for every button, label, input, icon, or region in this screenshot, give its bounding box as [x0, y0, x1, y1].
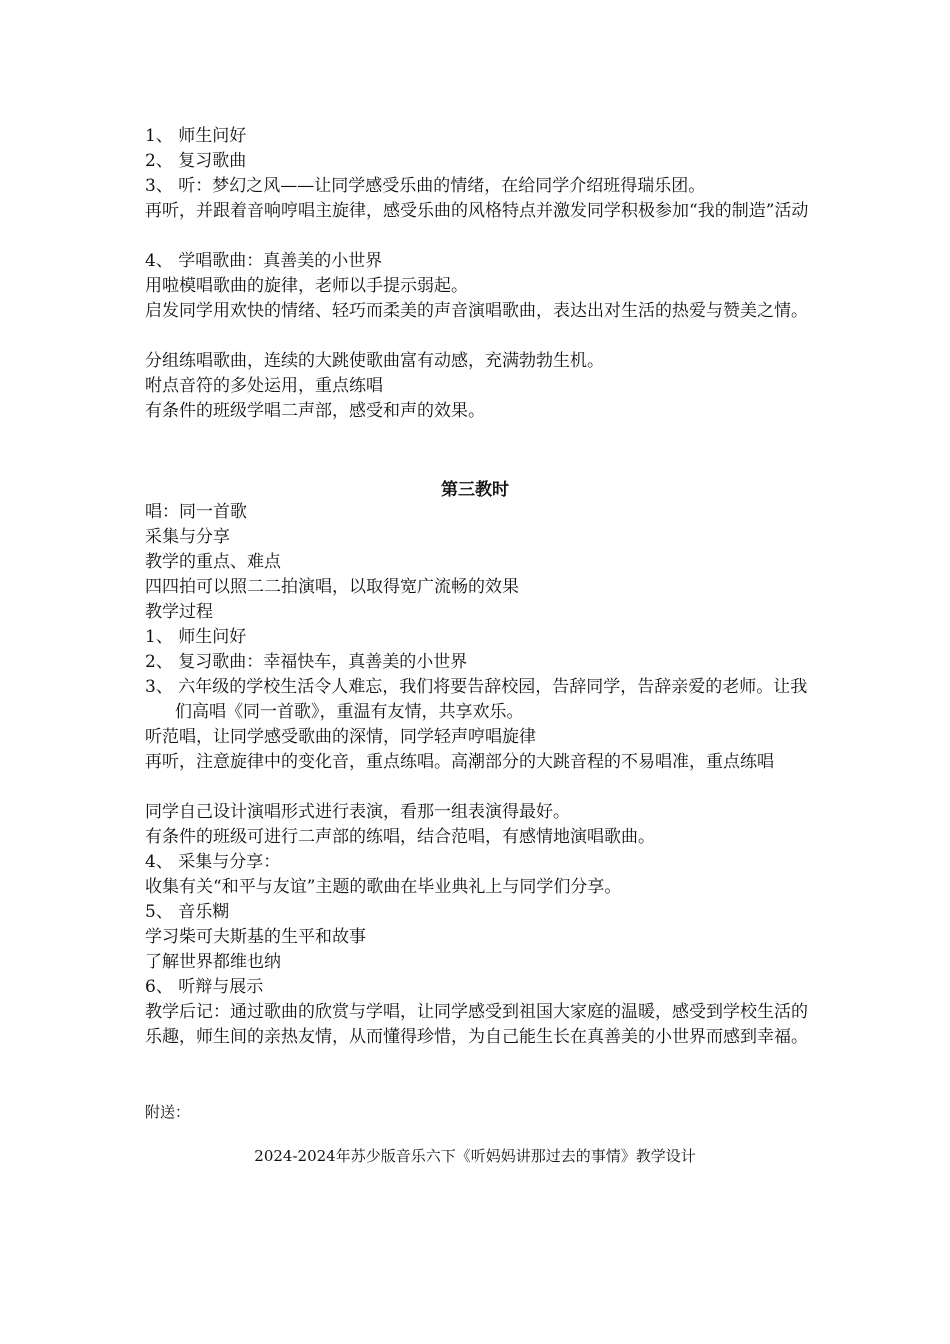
paragraph: 有条件的班级学唱二声部，感受和声的效果。: [145, 401, 485, 421]
paragraph: 咐点音符的多处运用，重点练唱: [145, 376, 383, 396]
paragraph: 启发同学用欢快的情绪、轻巧而柔美的声音演唱歌曲，表达出对生活的热爱与赞美之情。: [145, 301, 808, 321]
paragraph: 听范唱，让同学感受歌曲的深情，同学轻声哼唱旋律: [145, 727, 536, 747]
paragraph: 采集与分享: [145, 527, 230, 547]
list-item: 1、 师生问好: [145, 126, 247, 146]
list-item: 5、 音乐糊: [145, 902, 230, 922]
paragraph: 同学自己设计演唱形式进行表演，看那一组表演得最好。: [145, 802, 570, 822]
list-item: 6、 听辩与展示: [145, 977, 264, 997]
paragraph: 收集有关“和平与友谊”主题的歌曲在毕业典礼上与同学们分享。: [145, 877, 622, 897]
teaching-postscript: 教学后记：通过歌曲的欣赏与学唱，让同学感受到祖国大家庭的温暖，感受到学校生活的乐趣，师生间的亲热友情，从而懂得珍惜，为自己能生长在真善美的小世界而感到幸福。: [145, 1002, 808, 1047]
paragraph: 再听，并跟着音响哼唱主旋律，感受乐曲的风格特点并激发同学积极参加“我的制造”活动: [145, 201, 809, 221]
paragraph: 再听，注意旋律中的变化音，重点练唱。高潮部分的大跳音程的不易唱准，重点练唱: [145, 752, 774, 772]
list-item: 2、 复习歌曲: [145, 151, 247, 171]
appendix-label: 附送：: [145, 1103, 191, 1121]
paragraph: 教学的重点、难点: [145, 552, 281, 572]
paragraph: 用啦模唱歌曲的旋律，老师以手提示弱起。: [145, 276, 468, 296]
section-heading: 第三教时: [441, 480, 509, 500]
list-item: 3、 听：梦幻之风——让同学感受乐曲的情绪，在给同学介绍班得瑞乐团。: [145, 176, 706, 196]
list-item: 2、 复习歌曲：幸福快车，真善美的小世界: [145, 652, 468, 672]
paragraph: 分组练唱歌曲，连续的大跳使歌曲富有动感，充满勃勃生机。: [145, 351, 604, 371]
appendix-title: 2024-2024年苏少版音乐六下《听妈妈讲那过去的事情》教学设计: [254, 1147, 696, 1165]
list-item: 3、 六年级的学校生活令人难忘，我们将要告辞校园，告辞同学，告辞亲爱的老师。让我们高唱《同一首歌》，重温有友情，共享欢乐。: [145, 677, 808, 722]
paragraph: 教学过程: [145, 602, 213, 622]
paragraph: 四四拍可以照二二拍演唱，以取得宽广流畅的效果: [145, 577, 519, 597]
paragraph: 有条件的班级可进行二声部的练唱，结合范唱，有感情地演唱歌曲。: [145, 827, 655, 847]
list-item: 1、 师生问好: [145, 627, 247, 647]
paragraph: 唱：同一首歌: [145, 502, 247, 522]
paragraph: 了解世界都维也纳: [145, 952, 281, 972]
list-item: 4、 学唱歌曲：真善美的小世界: [145, 251, 383, 271]
paragraph: 学习柴可夫斯基的生平和故事: [145, 927, 366, 947]
list-item: 4、 采集与分享：: [145, 852, 281, 872]
